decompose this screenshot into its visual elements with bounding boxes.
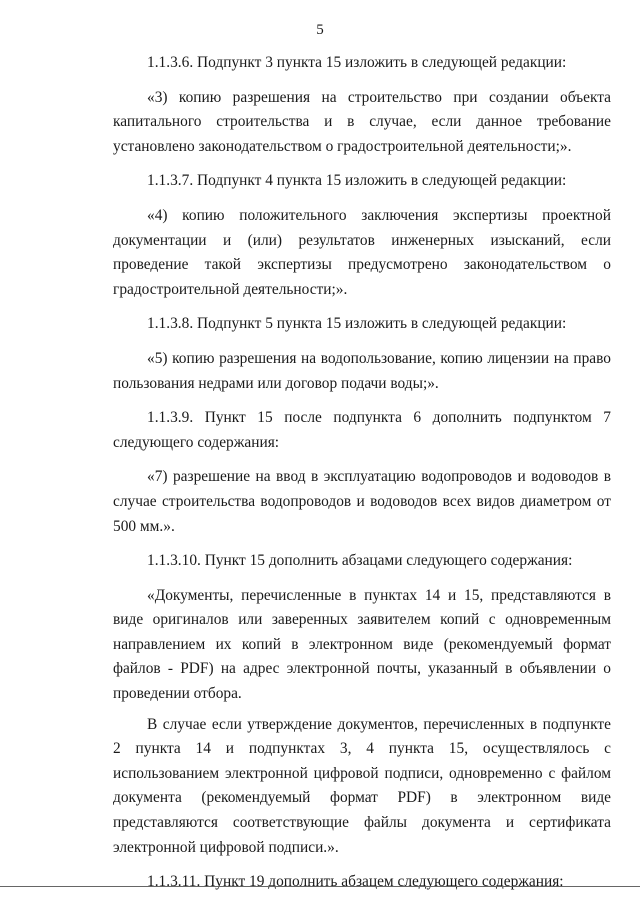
paragraph: 1.1.3.9. Пункт 15 после подпункта 6 дополнить подпунктом 7 следующего содержания: (113, 409, 611, 451)
paragraph: 1.1.3.8. Подпункт 5 пункта 15 изложить в следующей редакции: (147, 315, 567, 333)
paragraph: «7) разрешение на ввод в эксплуатацию водопроводов и водоводов в случае строительства водопроводов и водоводов всех видов диаметром от 500 мм.». (113, 468, 611, 535)
paragraph: «Документы, перечисленные в пунктах 14 и 15, представляются в виде оригиналов или заверенных заявителем копий с одновременным направлением их копий в электронном виде (рекомендуемый формат файлов - PDF) на адрес электронной почты, указанный в объявлении о проведении отбора. (113, 586, 611, 703)
document-body (113, 51, 611, 905)
paragraph: «5) копию разрешения на водопользование, копию лицензии на право пользования недрами или договор подачи воды;». (113, 349, 611, 392)
paragraph: 1.1.3.6. Подпункт 3 пункта 15 изложить в следующей редакции: (147, 54, 567, 71)
paragraph: «4) копию положительного заключения экспертизы проектной документации и (или) результатов инженерных изысканий, если проведение такой экспертизы предусмотрено законодательством о градостроительной деятельности;». (113, 206, 611, 298)
paragraph: В случае если утверждение документов, перечисленных в подпункте 2 пункта 14 и подпунктах 3, 4 пункта 15, осуществлялось с использованием электронной цифровой подписи, одновременно с файлом документа (рекомендуемый формат PDF) в электронном виде представляются соответствующие файлы документа и сертификата электронной цифровой подписи.». (113, 715, 611, 856)
paragraph: «3) копию разрешения на строительство при создании объекта капитального строительства и в случае, если данное требование установлено законодательством о градостроительной деятельности;». (113, 88, 611, 155)
paragraph: 1.1.3.11. Пункт 19 дополнить абзацем следующего содержания: (147, 873, 564, 891)
bottom-rule (0, 886, 640, 887)
paragraph: 1.1.3.7. Подпункт 4 пункта 15 изложить в следующей редакции: (147, 172, 567, 190)
page-number: 5 (316, 22, 324, 38)
paragraph: 1.1.3.10. Пункт 15 дополнить абзацами следующего содержания: (147, 552, 573, 570)
